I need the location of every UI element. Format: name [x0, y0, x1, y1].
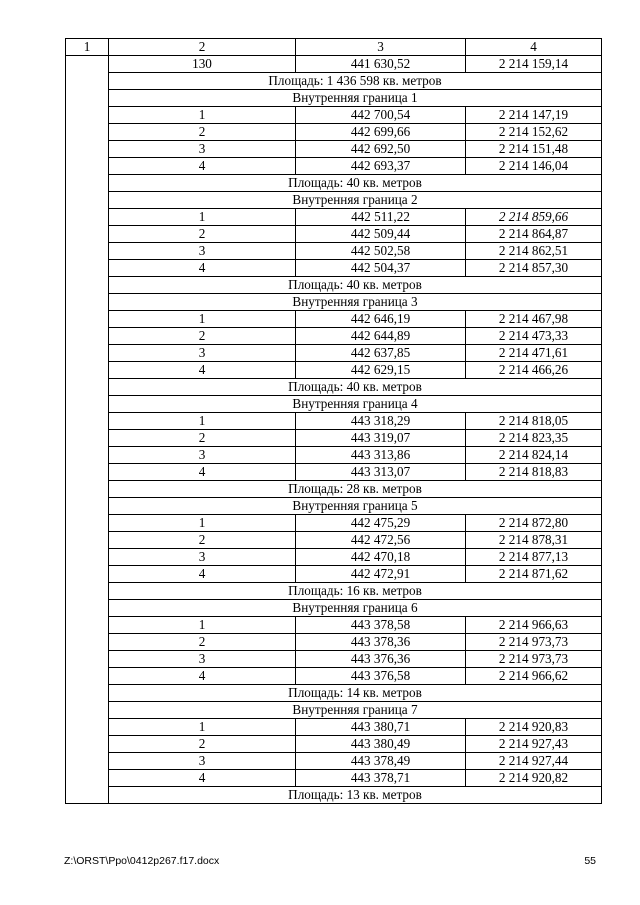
x-coordinate-cell: 443 380,71 [296, 719, 466, 736]
y-coordinate-cell: 2 214 927,44 [466, 753, 602, 770]
x-coordinate-cell: 443 318,29 [296, 413, 466, 430]
point-number-cell: 1 [109, 413, 296, 430]
x-coordinate-cell: 443 313,07 [296, 464, 466, 481]
point-number-cell: 2 [109, 736, 296, 753]
section-title-cell: Внутренняя граница 3 [109, 294, 602, 311]
y-coordinate-cell: 2 214 146,04 [466, 158, 602, 175]
header-cell-4: 4 [466, 39, 602, 56]
x-coordinate-cell: 442 700,54 [296, 107, 466, 124]
merged-row [66, 379, 602, 396]
y-coordinate-cell: 2 214 471,61 [466, 345, 602, 362]
merged-row [66, 192, 602, 209]
y-coordinate-cell: 2 214 159,14 [466, 56, 602, 73]
object-number-cell [66, 56, 109, 804]
merged-row [66, 600, 602, 617]
merged-row [66, 277, 602, 294]
point-row [66, 345, 602, 362]
section-title-cell: Внутренняя граница 5 [109, 498, 602, 515]
point-number-cell: 4 [109, 668, 296, 685]
area-cell: Площадь: 28 кв. метров [109, 481, 602, 498]
x-coordinate-cell: 443 319,07 [296, 430, 466, 447]
point-number-cell: 2 [109, 634, 296, 651]
point-row [66, 226, 602, 243]
point-number-cell: 1 [109, 515, 296, 532]
x-coordinate-cell: 442 646,19 [296, 311, 466, 328]
section-title-cell: Внутренняя граница 1 [109, 90, 602, 107]
point-row [66, 209, 602, 226]
point-row [66, 464, 602, 481]
point-number-cell: 3 [109, 345, 296, 362]
point-row [66, 260, 602, 277]
y-coordinate-cell: 2 214 973,73 [466, 634, 602, 651]
point-row [66, 447, 602, 464]
point-number-cell: 4 [109, 260, 296, 277]
area-cell: Площадь: 13 кв. метров [109, 787, 602, 804]
header-cell-1: 1 [66, 39, 109, 56]
y-coordinate-cell: 2 214 152,62 [466, 124, 602, 141]
x-coordinate-cell: 442 637,85 [296, 345, 466, 362]
point-row [66, 413, 602, 430]
merged-row [66, 498, 602, 515]
point-number-cell: 4 [109, 566, 296, 583]
merged-row [66, 787, 602, 804]
y-coordinate-cell: 2 214 823,35 [466, 430, 602, 447]
point-row [66, 243, 602, 260]
point-row [66, 430, 602, 447]
area-cell: Площадь: 40 кв. метров [109, 379, 602, 396]
header-cell-2: 2 [109, 39, 296, 56]
point-row [66, 141, 602, 158]
point-row [66, 549, 602, 566]
y-coordinate-cell: 2 214 878,31 [466, 532, 602, 549]
point-number-cell: 3 [109, 651, 296, 668]
merged-row [66, 294, 602, 311]
y-coordinate-cell: 2 214 473,33 [466, 328, 602, 345]
point-row [66, 668, 602, 685]
y-coordinate-cell: 2 214 920,82 [466, 770, 602, 787]
y-coordinate-cell: 2 214 973,73 [466, 651, 602, 668]
y-coordinate-cell: 2 214 927,43 [466, 736, 602, 753]
x-coordinate-cell: 441 630,52 [296, 56, 466, 73]
point-number-cell: 4 [109, 362, 296, 379]
y-coordinate-cell: 2 214 920,83 [466, 719, 602, 736]
point-row [66, 311, 602, 328]
merged-row [66, 73, 602, 90]
y-coordinate-cell: 2 214 966,62 [466, 668, 602, 685]
point-number-cell: 1 [109, 617, 296, 634]
y-coordinate-cell: 2 214 147,19 [466, 107, 602, 124]
point-number-cell: 1 [109, 719, 296, 736]
merged-row [66, 396, 602, 413]
y-coordinate-cell: 2 214 859,66 [466, 209, 602, 226]
coordinates-table [65, 38, 602, 804]
merged-row [66, 175, 602, 192]
y-coordinate-cell: 2 214 824,14 [466, 447, 602, 464]
point-number-cell: 2 [109, 226, 296, 243]
point-number-cell: 3 [109, 447, 296, 464]
x-coordinate-cell: 443 378,36 [296, 634, 466, 651]
x-coordinate-cell: 442 644,89 [296, 328, 466, 345]
x-coordinate-cell: 442 629,15 [296, 362, 466, 379]
point-row [66, 566, 602, 583]
x-coordinate-cell: 442 504,37 [296, 260, 466, 277]
point-row [66, 532, 602, 549]
x-coordinate-cell: 443 376,58 [296, 668, 466, 685]
point-number-cell: 3 [109, 549, 296, 566]
point-number-cell: 4 [109, 158, 296, 175]
x-coordinate-cell: 443 378,58 [296, 617, 466, 634]
y-coordinate-cell: 2 214 818,05 [466, 413, 602, 430]
x-coordinate-cell: 442 502,58 [296, 243, 466, 260]
x-coordinate-cell: 442 472,56 [296, 532, 466, 549]
point-number-cell: 4 [109, 770, 296, 787]
y-coordinate-cell: 2 214 857,30 [466, 260, 602, 277]
merged-row [66, 90, 602, 107]
y-coordinate-cell: 2 214 467,98 [466, 311, 602, 328]
point-number-cell: 3 [109, 141, 296, 158]
area-cell: Площадь: 16 кв. метров [109, 583, 602, 600]
point-row [66, 328, 602, 345]
point-row [66, 651, 602, 668]
x-coordinate-cell: 442 693,37 [296, 158, 466, 175]
x-coordinate-cell: 442 475,29 [296, 515, 466, 532]
point-row [66, 515, 602, 532]
y-coordinate-cell: 2 214 966,63 [466, 617, 602, 634]
point-number-cell: 2 [109, 430, 296, 447]
point-number-cell: 4 [109, 464, 296, 481]
section-title-cell: Внутренняя граница 6 [109, 600, 602, 617]
merged-row [66, 702, 602, 719]
x-coordinate-cell: 443 380,49 [296, 736, 466, 753]
x-coordinate-cell: 442 470,18 [296, 549, 466, 566]
point-number-cell: 2 [109, 328, 296, 345]
section-title-cell: Внутренняя граница 4 [109, 396, 602, 413]
table-header-row [66, 39, 602, 56]
point-row [66, 362, 602, 379]
point-number-cell: 2 [109, 532, 296, 549]
point-row [66, 719, 602, 736]
y-coordinate-cell: 2 214 872,80 [466, 515, 602, 532]
point-row [66, 753, 602, 770]
point-row [66, 124, 602, 141]
point-row [66, 736, 602, 753]
y-coordinate-cell: 2 214 877,13 [466, 549, 602, 566]
point-row [66, 617, 602, 634]
x-coordinate-cell: 442 511,22 [296, 209, 466, 226]
point-number-cell: 3 [109, 243, 296, 260]
point-number-cell: 130 [109, 56, 296, 73]
x-coordinate-cell: 443 376,36 [296, 651, 466, 668]
merged-row [66, 481, 602, 498]
point-row [66, 107, 602, 124]
footer-file-path: Z:\ORST\Ppo\0412p267.f17.docx [64, 855, 220, 867]
y-coordinate-cell: 2 214 871,62 [466, 566, 602, 583]
footer-page-number: 55 [584, 855, 596, 867]
point-row [66, 770, 602, 787]
merged-row [66, 583, 602, 600]
area-cell: Площадь: 40 кв. метров [109, 175, 602, 192]
point-row [66, 56, 602, 73]
section-title-cell: Внутренняя граница 7 [109, 702, 602, 719]
area-cell: Площадь: 40 кв. метров [109, 277, 602, 294]
point-number-cell: 1 [109, 209, 296, 226]
point-number-cell: 1 [109, 311, 296, 328]
area-cell: Площадь: 14 кв. метров [109, 685, 602, 702]
y-coordinate-cell: 2 214 466,26 [466, 362, 602, 379]
x-coordinate-cell: 442 472,91 [296, 566, 466, 583]
point-row [66, 158, 602, 175]
point-number-cell: 3 [109, 753, 296, 770]
x-coordinate-cell: 443 378,71 [296, 770, 466, 787]
merged-row [66, 685, 602, 702]
x-coordinate-cell: 442 699,66 [296, 124, 466, 141]
point-row [66, 634, 602, 651]
y-coordinate-cell: 2 214 151,48 [466, 141, 602, 158]
y-coordinate-cell: 2 214 864,87 [466, 226, 602, 243]
table-body [66, 39, 602, 804]
x-coordinate-cell: 442 692,50 [296, 141, 466, 158]
x-coordinate-cell: 443 313,86 [296, 447, 466, 464]
y-coordinate-cell: 2 214 862,51 [466, 243, 602, 260]
header-cell-3: 3 [296, 39, 466, 56]
x-coordinate-cell: 443 378,49 [296, 753, 466, 770]
section-title-cell: Внутренняя граница 2 [109, 192, 602, 209]
y-coordinate-cell: 2 214 818,83 [466, 464, 602, 481]
area-cell: Площадь: 1 436 598 кв. метров [109, 73, 602, 90]
point-number-cell: 2 [109, 124, 296, 141]
point-number-cell: 1 [109, 107, 296, 124]
x-coordinate-cell: 442 509,44 [296, 226, 466, 243]
